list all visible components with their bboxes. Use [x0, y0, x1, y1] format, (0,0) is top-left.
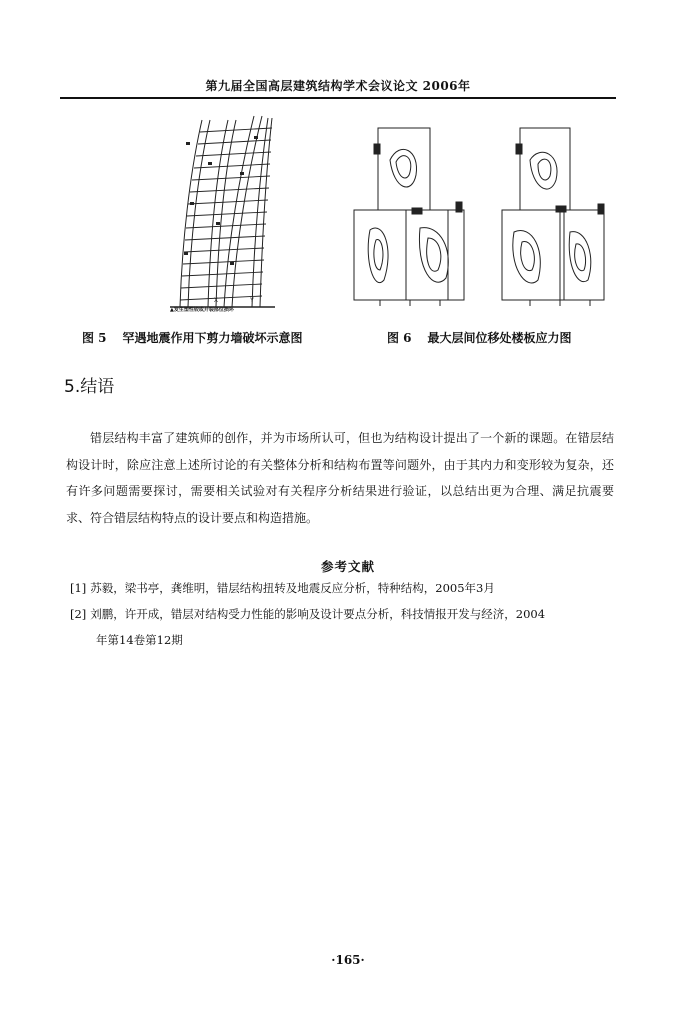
figure-6-caption: [387, 329, 572, 346]
figure-5-legend: ▲发生塑性铰或开裂部位损坏: [170, 307, 234, 313]
section-title: 5.结语: [64, 377, 115, 397]
reference-continuation: 年第14卷第12期: [96, 633, 183, 647]
figure-6-slab-stress-contours: [350, 120, 615, 310]
figure-5-caption-text: 罕遇地震作用下剪力墙破坏示意图: [122, 331, 303, 345]
references-title: 参考文献: [320, 559, 375, 574]
svg-text:Y: Y: [250, 298, 255, 304]
svg-text:X: X: [214, 298, 219, 304]
running-header: 第九届全国高层建筑结构学术会议论文 2006年: [205, 79, 471, 93]
figure-6-caption-text: 最大层间位移处楼板应力图: [427, 331, 572, 345]
header-rule: [60, 97, 616, 99]
wall-frame-left: [180, 120, 236, 307]
section-body: 错层结构丰富了建筑师的创作，并为市场所认可，但也为结构设计提出了一个新的课题。在错层结构设计时，除应注意上述所讨论的有关整体分析和结构布置等问题外，由于其内力和变形较为复杂，还有许多问题需要探讨，需要相关试验对有关程序分析结果进行验证，以总结出更为合理、满足抗震要求、符合错层结构特点的设计要点和构造措施。: [66, 431, 614, 525]
reference-item: [70, 601, 616, 653]
page-number: ·165·: [331, 953, 365, 967]
floor-lines: [180, 128, 272, 300]
figure-5-shear-wall-diagram: [150, 112, 285, 317]
plan-left: [354, 128, 464, 306]
plan-right: [502, 128, 604, 306]
reference-text: 刘鹏，许开成，错层对结构受力性能的影响及设计要点分析，科技情报开发与经济，2004: [90, 607, 546, 621]
reference-text: 苏毅，梁书亭，龚维明，错层结构扭转及地震反应分析，特种结构，2005年3月: [90, 581, 495, 595]
reference-item: [70, 575, 616, 601]
figure-6-number: 图 6: [387, 331, 412, 345]
reference-label: [2]: [70, 607, 87, 621]
figure-5-number: 图 5: [82, 331, 107, 345]
figure-5-caption: [82, 329, 303, 346]
reference-label: [1]: [70, 581, 87, 595]
